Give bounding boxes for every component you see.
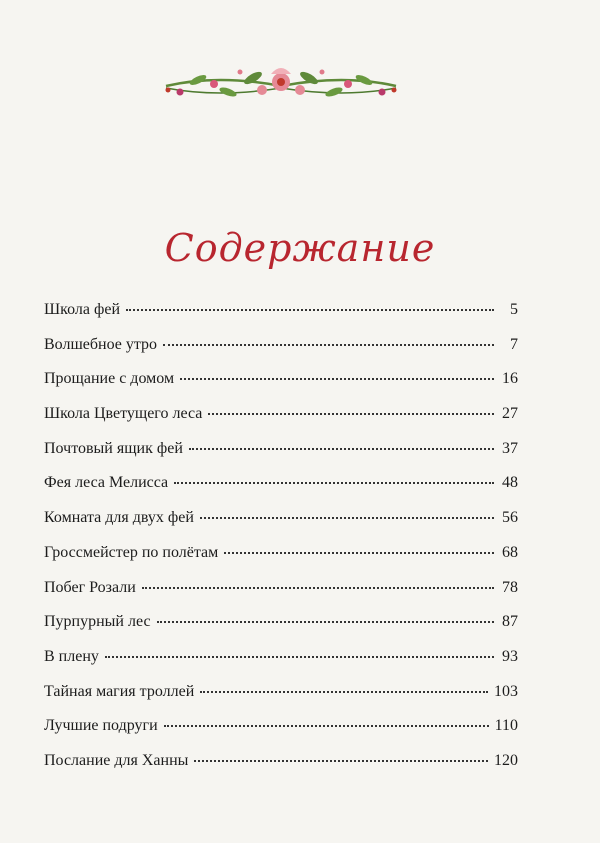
toc-entry-page-number: 7 bbox=[510, 335, 518, 353]
dot-leader bbox=[157, 620, 494, 623]
toc-entry-page-number: 93 bbox=[502, 647, 518, 665]
dot-leader bbox=[208, 412, 494, 415]
toc-entry-page-number: 120 bbox=[494, 751, 518, 769]
dot-leader bbox=[163, 343, 494, 346]
toc-entry-title: Пурпурный лес bbox=[44, 613, 151, 631]
toc-entry-title: Комната для двух фей bbox=[44, 509, 194, 527]
toc-entry[interactable] bbox=[44, 404, 518, 439]
toc-entry-title: Тайная магия троллей bbox=[44, 682, 195, 700]
toc-entry-page-number: 78 bbox=[502, 578, 518, 596]
toc-entry-title: Лучшие подруги bbox=[44, 717, 158, 735]
toc-entry-title: Фея леса Мелисса bbox=[44, 474, 169, 492]
toc-entry[interactable] bbox=[44, 300, 518, 335]
toc-entry-page-number: 5 bbox=[510, 301, 518, 318]
toc-entry-title: Прощание с домом bbox=[44, 370, 175, 388]
dot-leader bbox=[174, 481, 494, 484]
toc-entry[interactable] bbox=[44, 682, 518, 717]
toc-entry[interactable] bbox=[44, 508, 518, 543]
toc-entry-page-number: 68 bbox=[502, 543, 518, 561]
toc-entry[interactable] bbox=[44, 473, 518, 508]
dot-leader bbox=[105, 655, 494, 658]
toc-entry[interactable] bbox=[44, 335, 518, 370]
toc-entry[interactable] bbox=[44, 716, 518, 751]
dot-leader bbox=[200, 690, 488, 693]
toc-entry-title: Послание для Ханны bbox=[44, 751, 189, 769]
toc-entry-page-number: 37 bbox=[502, 439, 518, 457]
dot-leader bbox=[224, 551, 494, 554]
toc-entry-title: Школа Цветущего леса bbox=[44, 405, 203, 423]
toc-entry[interactable] bbox=[44, 578, 518, 613]
toc-entry-title: Побег Розали bbox=[44, 578, 136, 596]
toc-entry-page-number: 103 bbox=[494, 682, 518, 700]
dot-leader bbox=[194, 759, 488, 762]
page-title: Содержание bbox=[164, 226, 436, 270]
toc-entry-page-number: 27 bbox=[502, 405, 518, 423]
dot-leader bbox=[164, 724, 489, 727]
toc-entry[interactable] bbox=[44, 439, 518, 474]
toc-entry[interactable] bbox=[44, 612, 518, 647]
toc-entry-page-number: 56 bbox=[502, 509, 518, 527]
toc-entry[interactable] bbox=[44, 751, 518, 786]
dot-leader bbox=[180, 377, 494, 380]
toc-entry-title: Гроссмейстер по полётам bbox=[44, 543, 219, 561]
toc-entry[interactable] bbox=[44, 543, 518, 578]
dot-leader bbox=[126, 308, 494, 311]
toc-entry-title: Школа фей bbox=[44, 301, 121, 318]
toc-entry-page-number: 87 bbox=[502, 613, 518, 631]
floral-ornament-icon bbox=[158, 62, 404, 104]
dot-leader bbox=[189, 447, 494, 450]
dot-leader bbox=[200, 516, 494, 519]
toc-entry-title: Почтовый ящик фей bbox=[44, 439, 183, 457]
toc-entry[interactable] bbox=[44, 369, 518, 404]
toc-entry-page-number: 110 bbox=[494, 717, 518, 735]
toc-entry-page-number: 16 bbox=[502, 370, 518, 388]
table-of-contents bbox=[44, 300, 518, 786]
toc-entry-page-number: 48 bbox=[502, 474, 518, 492]
toc-entry[interactable] bbox=[44, 647, 518, 682]
dot-leader bbox=[142, 586, 494, 589]
toc-entry-title: В плену bbox=[44, 647, 99, 665]
toc-entry-title: Волшебное утро bbox=[44, 335, 158, 353]
